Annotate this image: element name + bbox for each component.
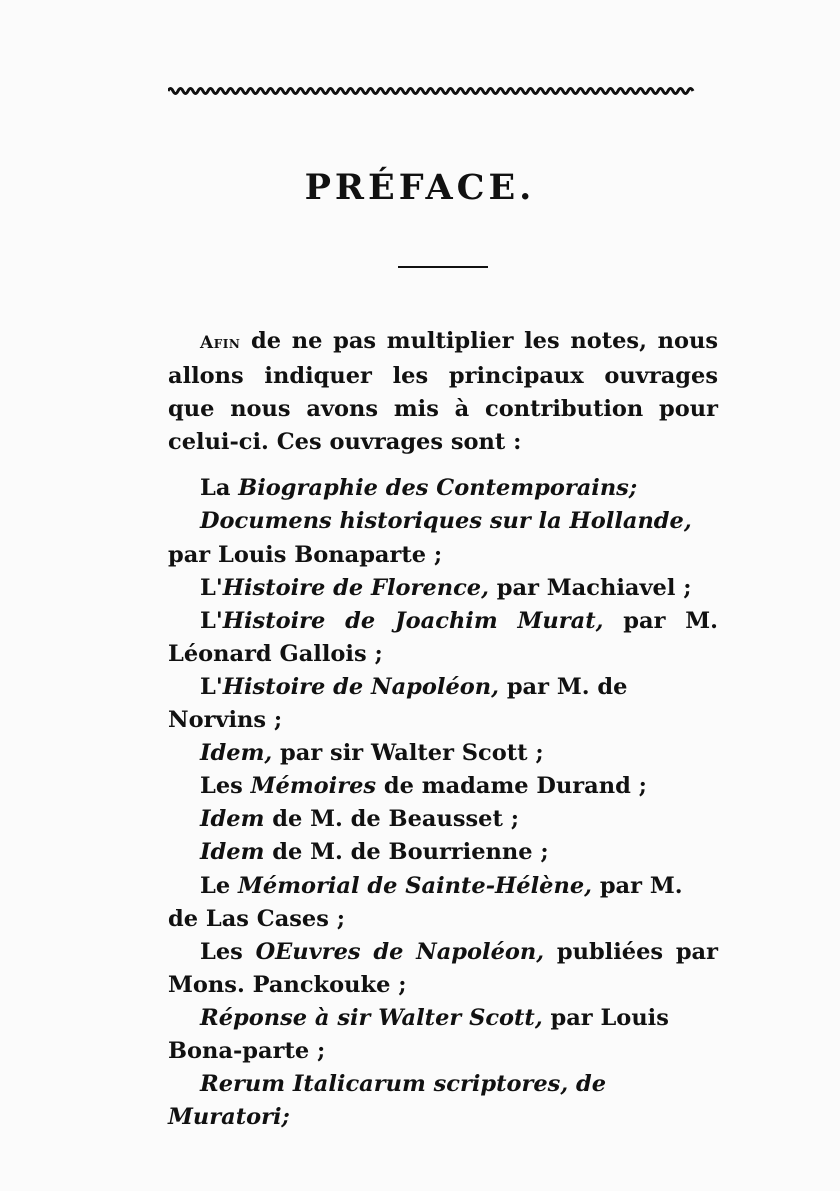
entry-work-title: Rerum Italicarum scriptores, de Muratori; (168, 1071, 607, 1131)
bibliography-entry (168, 770, 718, 803)
entry-suffix: par sir Walter Scott ; (272, 740, 544, 767)
entry-work-title: Idem (200, 806, 265, 833)
wavy-ornament-rule (168, 84, 716, 96)
entry-suffix: publiées par Mons. Panckouke ; (168, 938, 718, 998)
entry-work-title: OEuvres de Napoléon, (255, 938, 545, 965)
bibliography-entry (168, 836, 718, 869)
entry-work-title: Réponse à sir Walter Scott, (200, 1004, 543, 1031)
entry-work-title: Histoire de Florence, (222, 574, 489, 601)
entry-prefix: L' (200, 574, 223, 601)
entry-prefix: La (200, 475, 239, 502)
entry-suffix: par M. Léonard Gallois ; (168, 607, 718, 667)
title-divider (398, 266, 488, 268)
entry-suffix: par M. de Las Cases ; (168, 872, 683, 932)
bibliography-entry (168, 737, 718, 770)
entry-suffix: par Louis Bonaparte ; (168, 541, 443, 568)
entry-work-title: Documens historiques sur la Hollande, (200, 508, 692, 535)
entry-suffix: par Louis Bona-parte ; (168, 1004, 669, 1064)
intro-paragraph (168, 325, 718, 459)
bibliography-entry (168, 870, 718, 936)
bibliography-entry (168, 803, 718, 836)
bibliography-entry (168, 1068, 718, 1134)
entry-prefix: Les (200, 938, 256, 965)
entry-prefix: L' (200, 607, 223, 634)
intro-lead-word: Afin (200, 333, 241, 353)
entry-work-title: Idem, (200, 740, 273, 767)
wavy-ornament-path (168, 89, 693, 94)
entry-suffix: par Machiavel ; (488, 574, 692, 601)
bibliography-entry (168, 936, 718, 1002)
page-title: PRÉFACE. (304, 167, 536, 208)
entry-work-title: Histoire de Joachim Murat, (222, 607, 604, 634)
intro-text: de ne pas multiplier les notes, nous allons indiquer les principaux ouvrages que nous avons mis à contribution pour celui-ci. Ces ouvrages sont : (168, 328, 718, 456)
entry-suffix: par M. de Norvins ; (168, 673, 628, 734)
entry-work-title: Idem (200, 839, 265, 866)
bibliography-entry (168, 671, 718, 737)
bibliography-entry (168, 572, 718, 605)
entry-suffix: de madame Durand ; (376, 773, 647, 800)
entry-prefix: Le (200, 872, 238, 899)
bibliography-entry (168, 1002, 718, 1068)
entry-suffix: de M. de Beausset ; (264, 806, 520, 833)
entry-prefix: L' (200, 673, 223, 700)
bibliography-entry (168, 472, 718, 505)
preface-body (168, 325, 718, 1134)
entry-work-title: Histoire de Napoléon, (222, 673, 499, 700)
bibliography-entry (168, 505, 718, 571)
bibliography-entry (168, 605, 718, 671)
entry-work-title: Biographie des Contemporains; (238, 475, 638, 502)
entry-prefix: Les (200, 773, 251, 800)
entry-work-title: Mémoires (250, 773, 377, 800)
entry-suffix: de M. de Bourrienne ; (264, 839, 549, 866)
entry-work-title: Mémorial de Sainte-Hélène, (237, 872, 592, 899)
bibliography-list (168, 472, 718, 1134)
